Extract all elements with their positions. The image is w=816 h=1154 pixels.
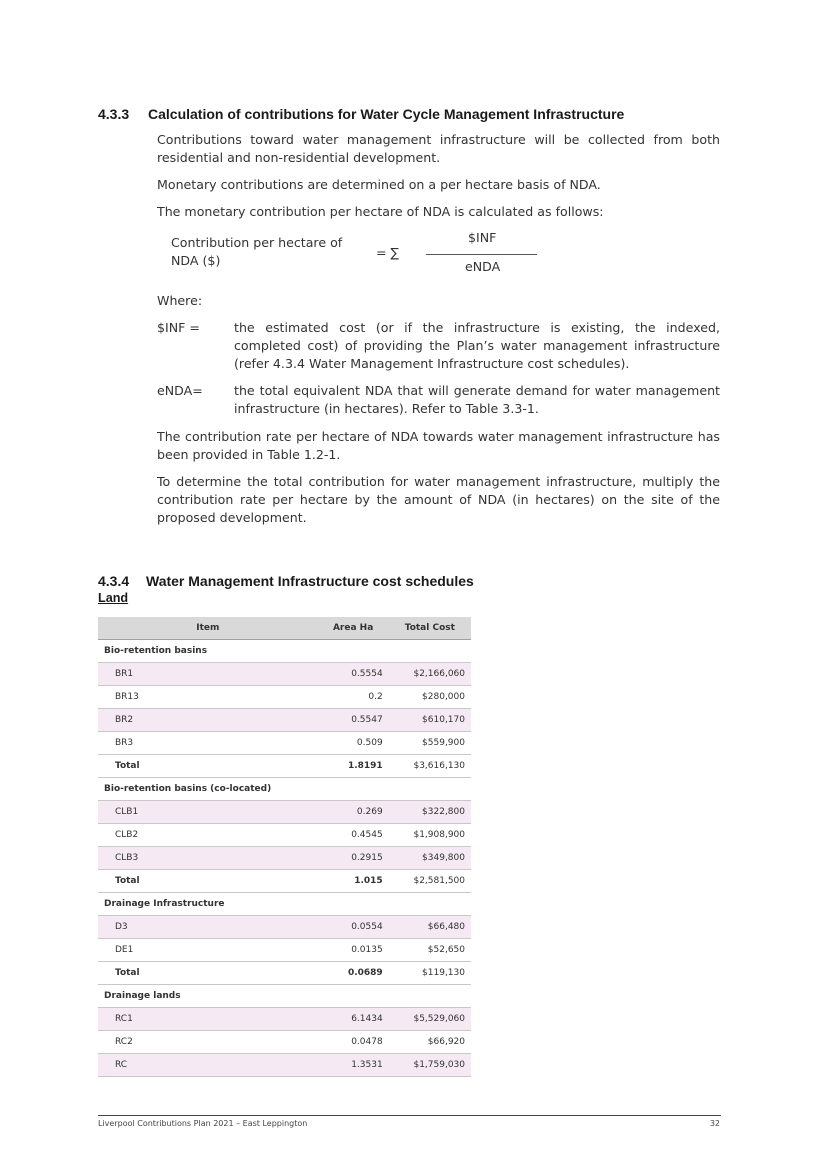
where-label: Where: (157, 293, 203, 308)
cell-cost: $2,166,060 (389, 663, 471, 686)
cell-item: BR3 (98, 732, 318, 755)
total-label: Total (98, 962, 318, 985)
paragraph-contributions: Contributions toward water management infrastructure will be collected from both residential and non-residential development. (157, 132, 720, 165)
group-row (98, 893, 471, 916)
total-area: 0.0689 (318, 962, 389, 985)
total-cost: $119,130 (389, 962, 471, 985)
footer-divider (98, 1115, 721, 1116)
total-cost: $3,616,130 (389, 755, 471, 778)
cell-item: RC (98, 1054, 318, 1077)
section-number: 4.3.4 (98, 573, 130, 589)
cell-area: 1.3531 (318, 1054, 389, 1077)
cell-cost: $349,800 (389, 847, 471, 870)
cell-item: RC2 (98, 1031, 318, 1054)
cell-cost: $280,000 (389, 686, 471, 709)
table-row (98, 686, 471, 709)
table-row (98, 801, 471, 824)
section-4-3-3-heading (98, 106, 624, 122)
group-name: Drainage Infrastructure (98, 893, 471, 916)
cell-item: DE1 (98, 939, 318, 962)
section-number: 4.3.3 (98, 106, 130, 122)
table-row (98, 1031, 471, 1054)
total-cost: $2,581,500 (389, 870, 471, 893)
cell-cost: $66,480 (389, 916, 471, 939)
table-row (98, 824, 471, 847)
definition-desc-inf: the estimated cost (or if the infrastructure is existing, the indexed, completed cost) of providing the Plan’s water management infrastructure (refer 4.3.4 Water Management Infrastructure cost schedules). (234, 320, 720, 371)
total-row (98, 962, 471, 985)
total-area: 1.8191 (318, 755, 389, 778)
header-area: Area Ha (318, 617, 389, 640)
cell-area: 0.2 (318, 686, 389, 709)
table-row (98, 709, 471, 732)
cell-cost: $1,759,030 (389, 1054, 471, 1077)
cell-cost: $66,920 (389, 1031, 471, 1054)
table-row (98, 1054, 471, 1077)
group-name: Drainage lands (98, 985, 471, 1008)
section-title: Water Management Infrastructure cost schedules (146, 573, 474, 589)
definition-desc-enda: the total equivalent NDA that will generate demand for water management infrastructure (in hectares). Refer to Table 3.3-1. (234, 383, 720, 416)
group-name: Bio-retention basins (98, 640, 471, 663)
cell-item: RC1 (98, 1008, 318, 1031)
cell-cost: $322,800 (389, 801, 471, 824)
page-number: 32 (709, 1119, 720, 1128)
paragraph-rate: The contribution rate per hectare of NDA towards water management infrastructure has been provided in Table 1.2-1. (157, 429, 720, 462)
header-item: Item (98, 617, 318, 640)
cell-item: CLB3 (98, 847, 318, 870)
cell-cost: $5,529,060 (389, 1008, 471, 1031)
table-row (98, 916, 471, 939)
header-cost: Total Cost (389, 617, 471, 640)
cell-area: 0.4545 (318, 824, 389, 847)
cell-item: CLB2 (98, 824, 318, 847)
section-title: Calculation of contributions for Water Cycle Management Infrastructure (148, 106, 625, 122)
group-row (98, 778, 471, 801)
fraction-bar (426, 254, 537, 255)
cell-cost: $610,170 (389, 709, 471, 732)
group-name: Bio-retention basins (co-located) (98, 778, 471, 801)
total-label: Total (98, 755, 318, 778)
cell-item: CLB1 (98, 801, 318, 824)
table-header-row (98, 617, 471, 640)
cell-area: 0.509 (318, 732, 389, 755)
definition-term-inf: $INF = (157, 320, 200, 335)
total-row (98, 755, 471, 778)
cell-area: 0.0135 (318, 939, 389, 962)
table-row (98, 732, 471, 755)
formula-label: Contribution per hectare of NDA ($) (171, 235, 343, 268)
total-area: 1.015 (318, 870, 389, 893)
group-row (98, 985, 471, 1008)
cell-cost: $559,900 (389, 732, 471, 755)
cell-item: D3 (98, 916, 318, 939)
cost-schedule-table (98, 617, 471, 1077)
paragraph-monetary: Monetary contributions are determined on a per hectare basis of NDA. (157, 177, 601, 192)
table-row (98, 663, 471, 686)
cell-item: BR13 (98, 686, 318, 709)
cell-area: 0.0554 (318, 916, 389, 939)
footer-document-title: Liverpool Contributions Plan 2021 – East Leppington (98, 1119, 308, 1128)
land-label: Land (98, 591, 129, 605)
formula-denominator: eNDA (465, 259, 501, 274)
paragraph-total: To determine the total contribution for water management infrastructure, multiply the contribution rate per hectare by the amount of NDA (in hectares) on the site of the proposed development. (157, 474, 720, 525)
cell-item: BR1 (98, 663, 318, 686)
paragraph-calculated: The monetary contribution per hectare of NDA is calculated as follows: (157, 204, 604, 219)
table-row (98, 939, 471, 962)
group-row (98, 640, 471, 663)
total-label: Total (98, 870, 318, 893)
cell-area: 6.1434 (318, 1008, 389, 1031)
cell-cost: $52,650 (389, 939, 471, 962)
table-row (98, 1008, 471, 1031)
cell-area: 0.269 (318, 801, 389, 824)
table-row (98, 847, 471, 870)
cell-area: 0.0478 (318, 1031, 389, 1054)
formula-sum-sign: = ∑ (376, 245, 400, 260)
definition-term-enda: eNDA= (157, 383, 203, 398)
cell-area: 0.2915 (318, 847, 389, 870)
cell-cost: $1,908,900 (389, 824, 471, 847)
cell-item: BR2 (98, 709, 318, 732)
formula-numerator: $INF (468, 230, 497, 245)
cell-area: 0.5554 (318, 663, 389, 686)
section-4-3-4-heading (98, 573, 474, 589)
cell-area: 0.5547 (318, 709, 389, 732)
total-row (98, 870, 471, 893)
